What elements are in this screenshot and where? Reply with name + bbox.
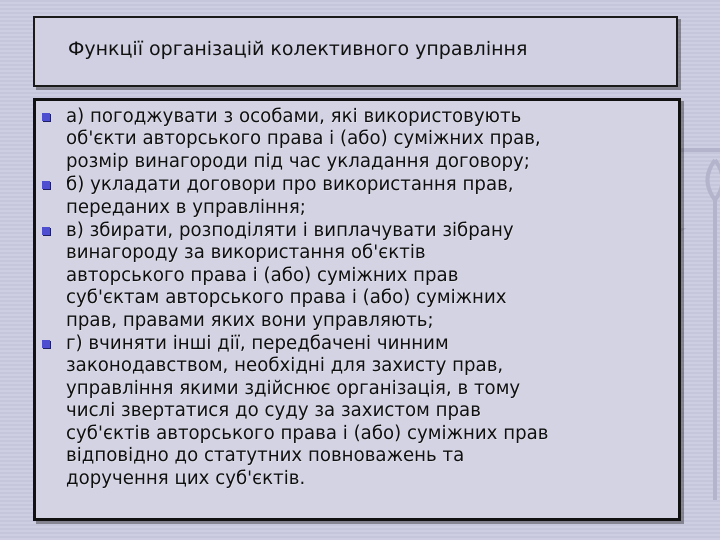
list-item-text: а) погоджувати з особами, які використовують об'єкти авторського права і (або) суміжних прав, розмір винагороди під час укладання договору; (66, 106, 541, 172)
square-bullet-icon (42, 113, 50, 121)
list-item (36, 220, 676, 332)
title-box (33, 16, 678, 87)
list-item (36, 106, 676, 173)
list-item-text: б) укладати договори про використання прав, переданих в управління; (66, 174, 514, 218)
square-bullet-icon (42, 227, 50, 235)
slide-title: Функції організацій колективного управління (68, 38, 528, 60)
square-bullet-icon (42, 340, 50, 348)
list-item-text: в) збирати, розподіляти і виплачувати зібрану винагороду за використання об'єктів авторського права і (або) суміжних прав суб'єктам авторського права і (або) суміжних прав, правами яких вони управляють; (66, 220, 514, 331)
square-bullet-icon (42, 181, 50, 189)
list-item-text: г) вчиняти інші дії, передбачені чинним законодавством, необхідні для захисту прав, управління якими здійснює організація, в тому числі звертатися до суду за захистом прав суб'єктів авторського права і (або) суміжних прав відповідно до статутних повноважень та доручення цих суб'єктів. (66, 333, 549, 489)
list-item (36, 174, 676, 219)
content-box (33, 98, 681, 521)
bullet-list (36, 106, 676, 491)
list-item (36, 333, 676, 490)
